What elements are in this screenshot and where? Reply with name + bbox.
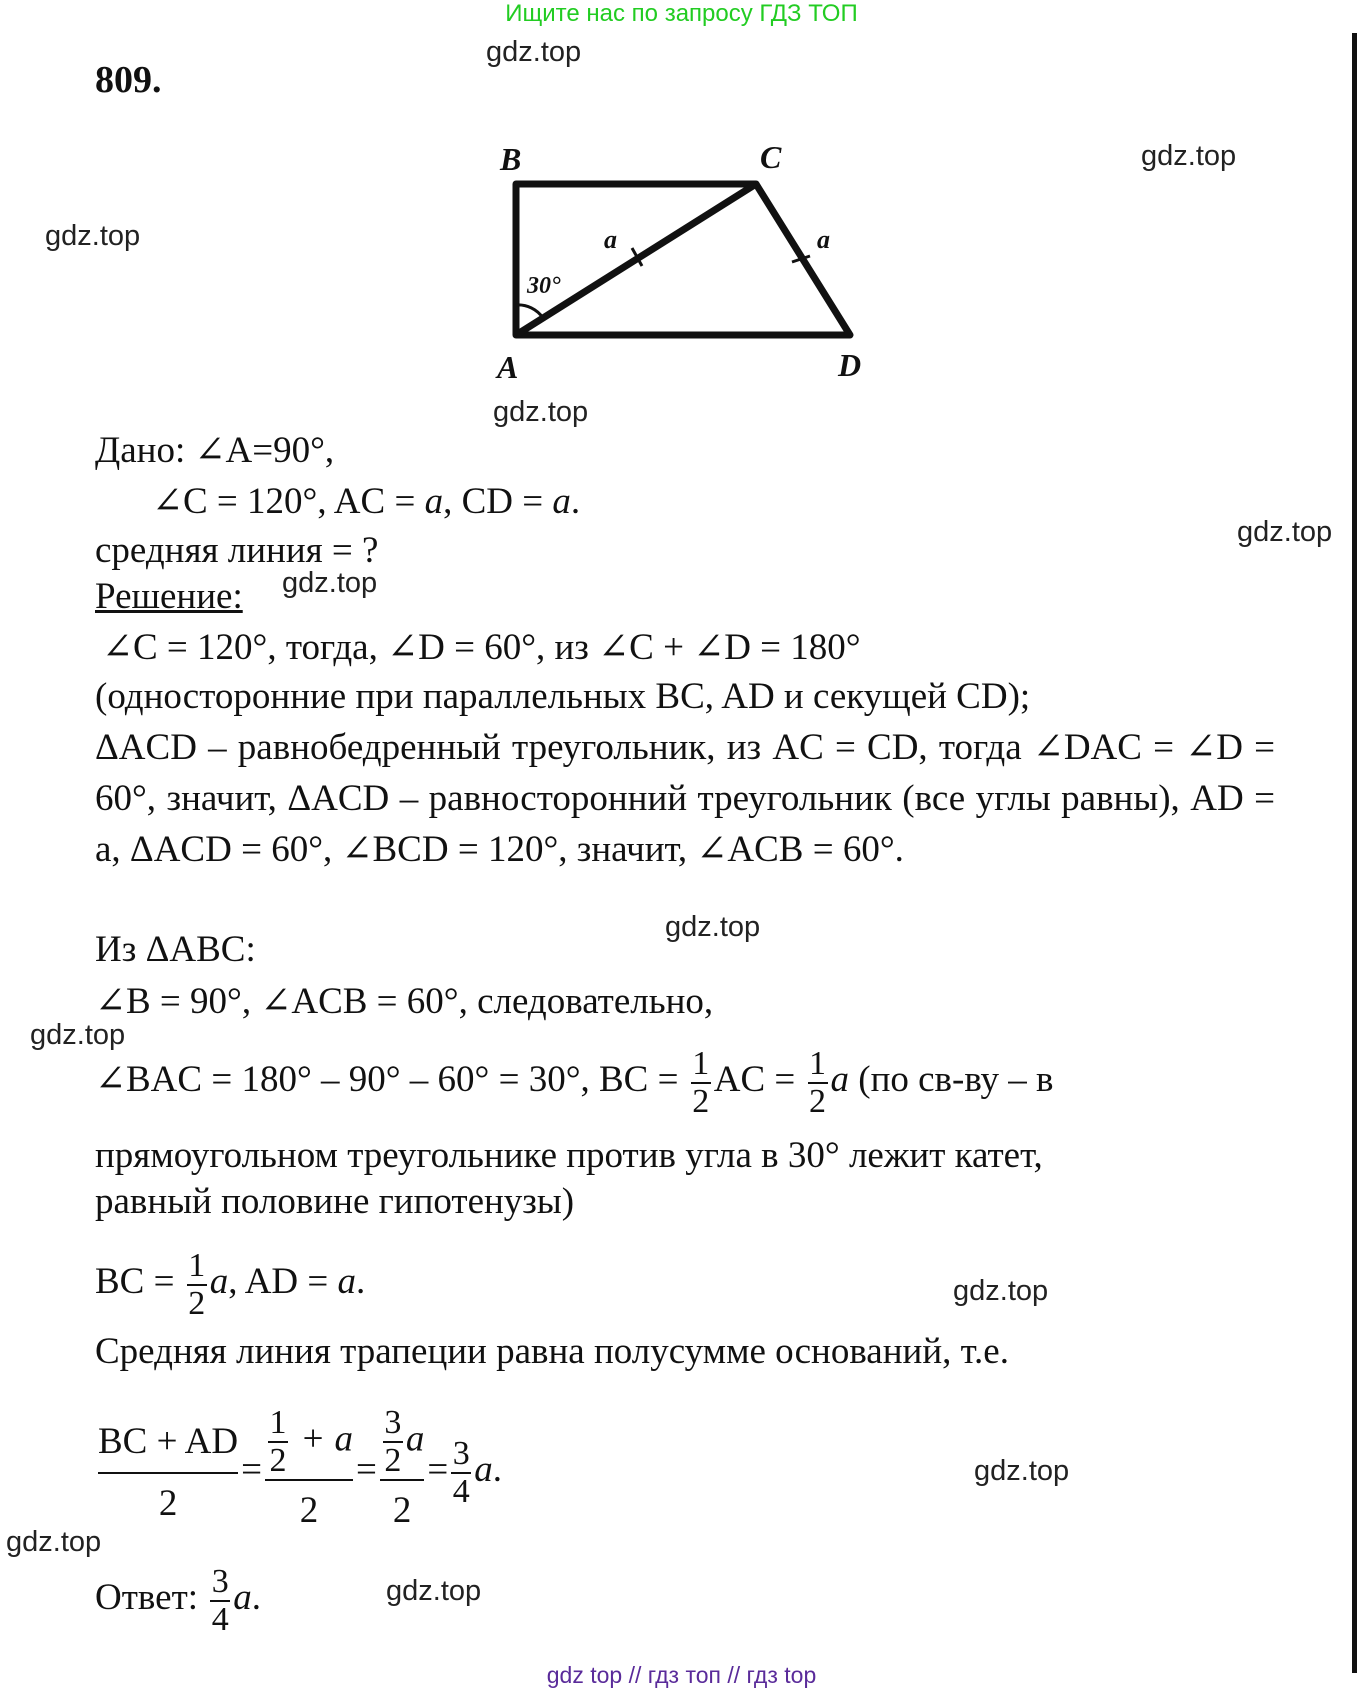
watermark: gdz.top	[386, 1575, 482, 1607]
given-line-2	[152, 480, 580, 524]
answer-label: Ответ:	[95, 1577, 208, 1618]
label-cd: a	[817, 225, 830, 254]
diagonal-ac	[516, 184, 756, 335]
dot: .	[251, 1577, 262, 1618]
equals: =	[355, 1449, 377, 1490]
text: ∠BAC = 180° – 90° – 60° = 30°, BC =	[95, 1059, 688, 1100]
vertex-label-c: C	[760, 139, 782, 175]
watermark: gdz.top	[45, 220, 141, 252]
watermark: gdz.top	[1237, 516, 1333, 548]
trapezoid-diagram	[0, 0, 1363, 400]
text: (по св-ву – в	[849, 1059, 1054, 1100]
watermark: gdz.top	[493, 396, 589, 428]
equals: =	[427, 1449, 449, 1490]
denominator: 2	[809, 1082, 826, 1120]
footer-links[interactable]: gdz top // гдз топ // гдз top	[546, 1662, 817, 1688]
fraction-three-quarters	[451, 1436, 471, 1510]
dot: .	[492, 1449, 502, 1490]
fraction-three-quarters	[210, 1564, 230, 1638]
numerator: 1	[809, 1044, 826, 1082]
numerator: BC + AD	[98, 1420, 239, 1462]
solution-line: ∠C = 120°, тогда, ∠D = 60°, из ∠C + ∠D = 180°	[102, 627, 861, 668]
numerator: 1	[692, 1044, 710, 1082]
text: .	[570, 481, 581, 522]
solution-heading: Решение:	[95, 576, 243, 617]
denominator: 4	[452, 1472, 470, 1510]
watermark: gdz.top	[1141, 140, 1237, 172]
label-ac: a	[604, 225, 617, 254]
search-banner[interactable]: Ищите нас по запросу ГДЗ ТОП	[505, 0, 858, 27]
numerator: 1	[269, 1403, 287, 1441]
numerator	[380, 1405, 425, 1479]
var-a: a	[474, 1449, 493, 1490]
text: ∠C = 120°, AC =	[152, 481, 425, 522]
var-a: a	[209, 1261, 229, 1302]
text: BC =	[95, 1261, 184, 1302]
text: , CD =	[443, 481, 553, 522]
fraction-three-halves	[383, 1405, 403, 1479]
equals: =	[241, 1449, 262, 1490]
angle-arc	[516, 305, 543, 318]
given-line-1: Дано: ∠A=90°,	[95, 430, 335, 471]
solution-line: равный половине гипотенузы)	[95, 1181, 575, 1222]
solution-line: прямоугольном треугольнике против угла в 30° лежит катет,	[95, 1135, 1043, 1176]
var-a: a	[405, 1418, 425, 1459]
numerator: 1	[188, 1246, 206, 1284]
watermark: gdz.top	[486, 36, 582, 68]
fraction-half-a-plus-a-over-2	[265, 1405, 353, 1541]
solution-line: (односторонние при параллельных BC, AD и секущей CD);	[95, 676, 1031, 717]
numerator	[265, 1405, 353, 1479]
fraction-one-half	[691, 1046, 711, 1120]
answer-line	[95, 1558, 261, 1638]
solution-line-bc	[95, 1040, 1054, 1120]
numerator: 3	[211, 1562, 229, 1600]
fraction-one-half	[808, 1046, 828, 1120]
var-a: a	[233, 1577, 252, 1618]
task-number: 809.	[95, 59, 162, 101]
denominator: 2	[188, 1284, 206, 1322]
solution-line: Средняя линия трапеции равна полусумме оснований, т.е.	[95, 1331, 1009, 1372]
denominator: 2	[158, 1482, 178, 1524]
solution-line-bc-ad	[95, 1242, 365, 1322]
text: , AD =	[228, 1261, 338, 1302]
fraction-three-halves-a-over-2	[380, 1405, 425, 1541]
fraction-bc-ad-over-2	[98, 1412, 238, 1534]
watermark: gdz.top	[953, 1275, 1049, 1307]
expr: + a	[291, 1418, 353, 1459]
watermark: gdz.top	[974, 1455, 1070, 1487]
solution-line: ∠B = 90°, ∠ACB = 60°, следовательно,	[95, 981, 714, 1022]
var-a: a	[337, 1261, 356, 1302]
fraction-one-half	[187, 1248, 207, 1322]
watermark: gdz.top	[30, 1019, 126, 1051]
fraction-one-half	[268, 1405, 288, 1479]
denominator: 2	[692, 1082, 710, 1120]
vertex-label-a: A	[497, 349, 519, 385]
denominator: 2	[269, 1441, 287, 1479]
var-a: a	[830, 1059, 849, 1100]
midline-formula	[95, 1395, 502, 1545]
vertex-label-b: B	[500, 141, 522, 177]
var-a: a	[424, 481, 444, 522]
watermark: gdz.top	[665, 911, 761, 943]
numerator: 3	[452, 1434, 470, 1472]
vertex-label-d: D	[838, 347, 862, 383]
watermark: gdz.top	[6, 1526, 102, 1558]
denominator: 2	[384, 1441, 402, 1479]
denominator: 4	[211, 1600, 229, 1638]
denominator: 2	[299, 1489, 319, 1531]
watermark: gdz.top	[282, 567, 378, 599]
numerator: 3	[384, 1403, 402, 1441]
text: AC =	[713, 1059, 805, 1100]
solution-line: Из ΔABC:	[95, 929, 256, 970]
solution-paragraph: ΔACD – равнобедренный треугольник, из AC = CD, тогда ∠DAC = ∠D = 60°, значит, ΔACD – равносторонний треугольник (все углы равны), AD = a, ΔACD = 60°, ∠BCD = 120°, значит, ∠ACB = 60°.	[95, 727, 1275, 870]
given-line-3: средняя линия = ?	[95, 530, 379, 571]
denominator: 2	[392, 1489, 412, 1531]
var-a: a	[552, 481, 571, 522]
text: .	[356, 1261, 366, 1302]
angle-label: 30°	[527, 273, 561, 299]
